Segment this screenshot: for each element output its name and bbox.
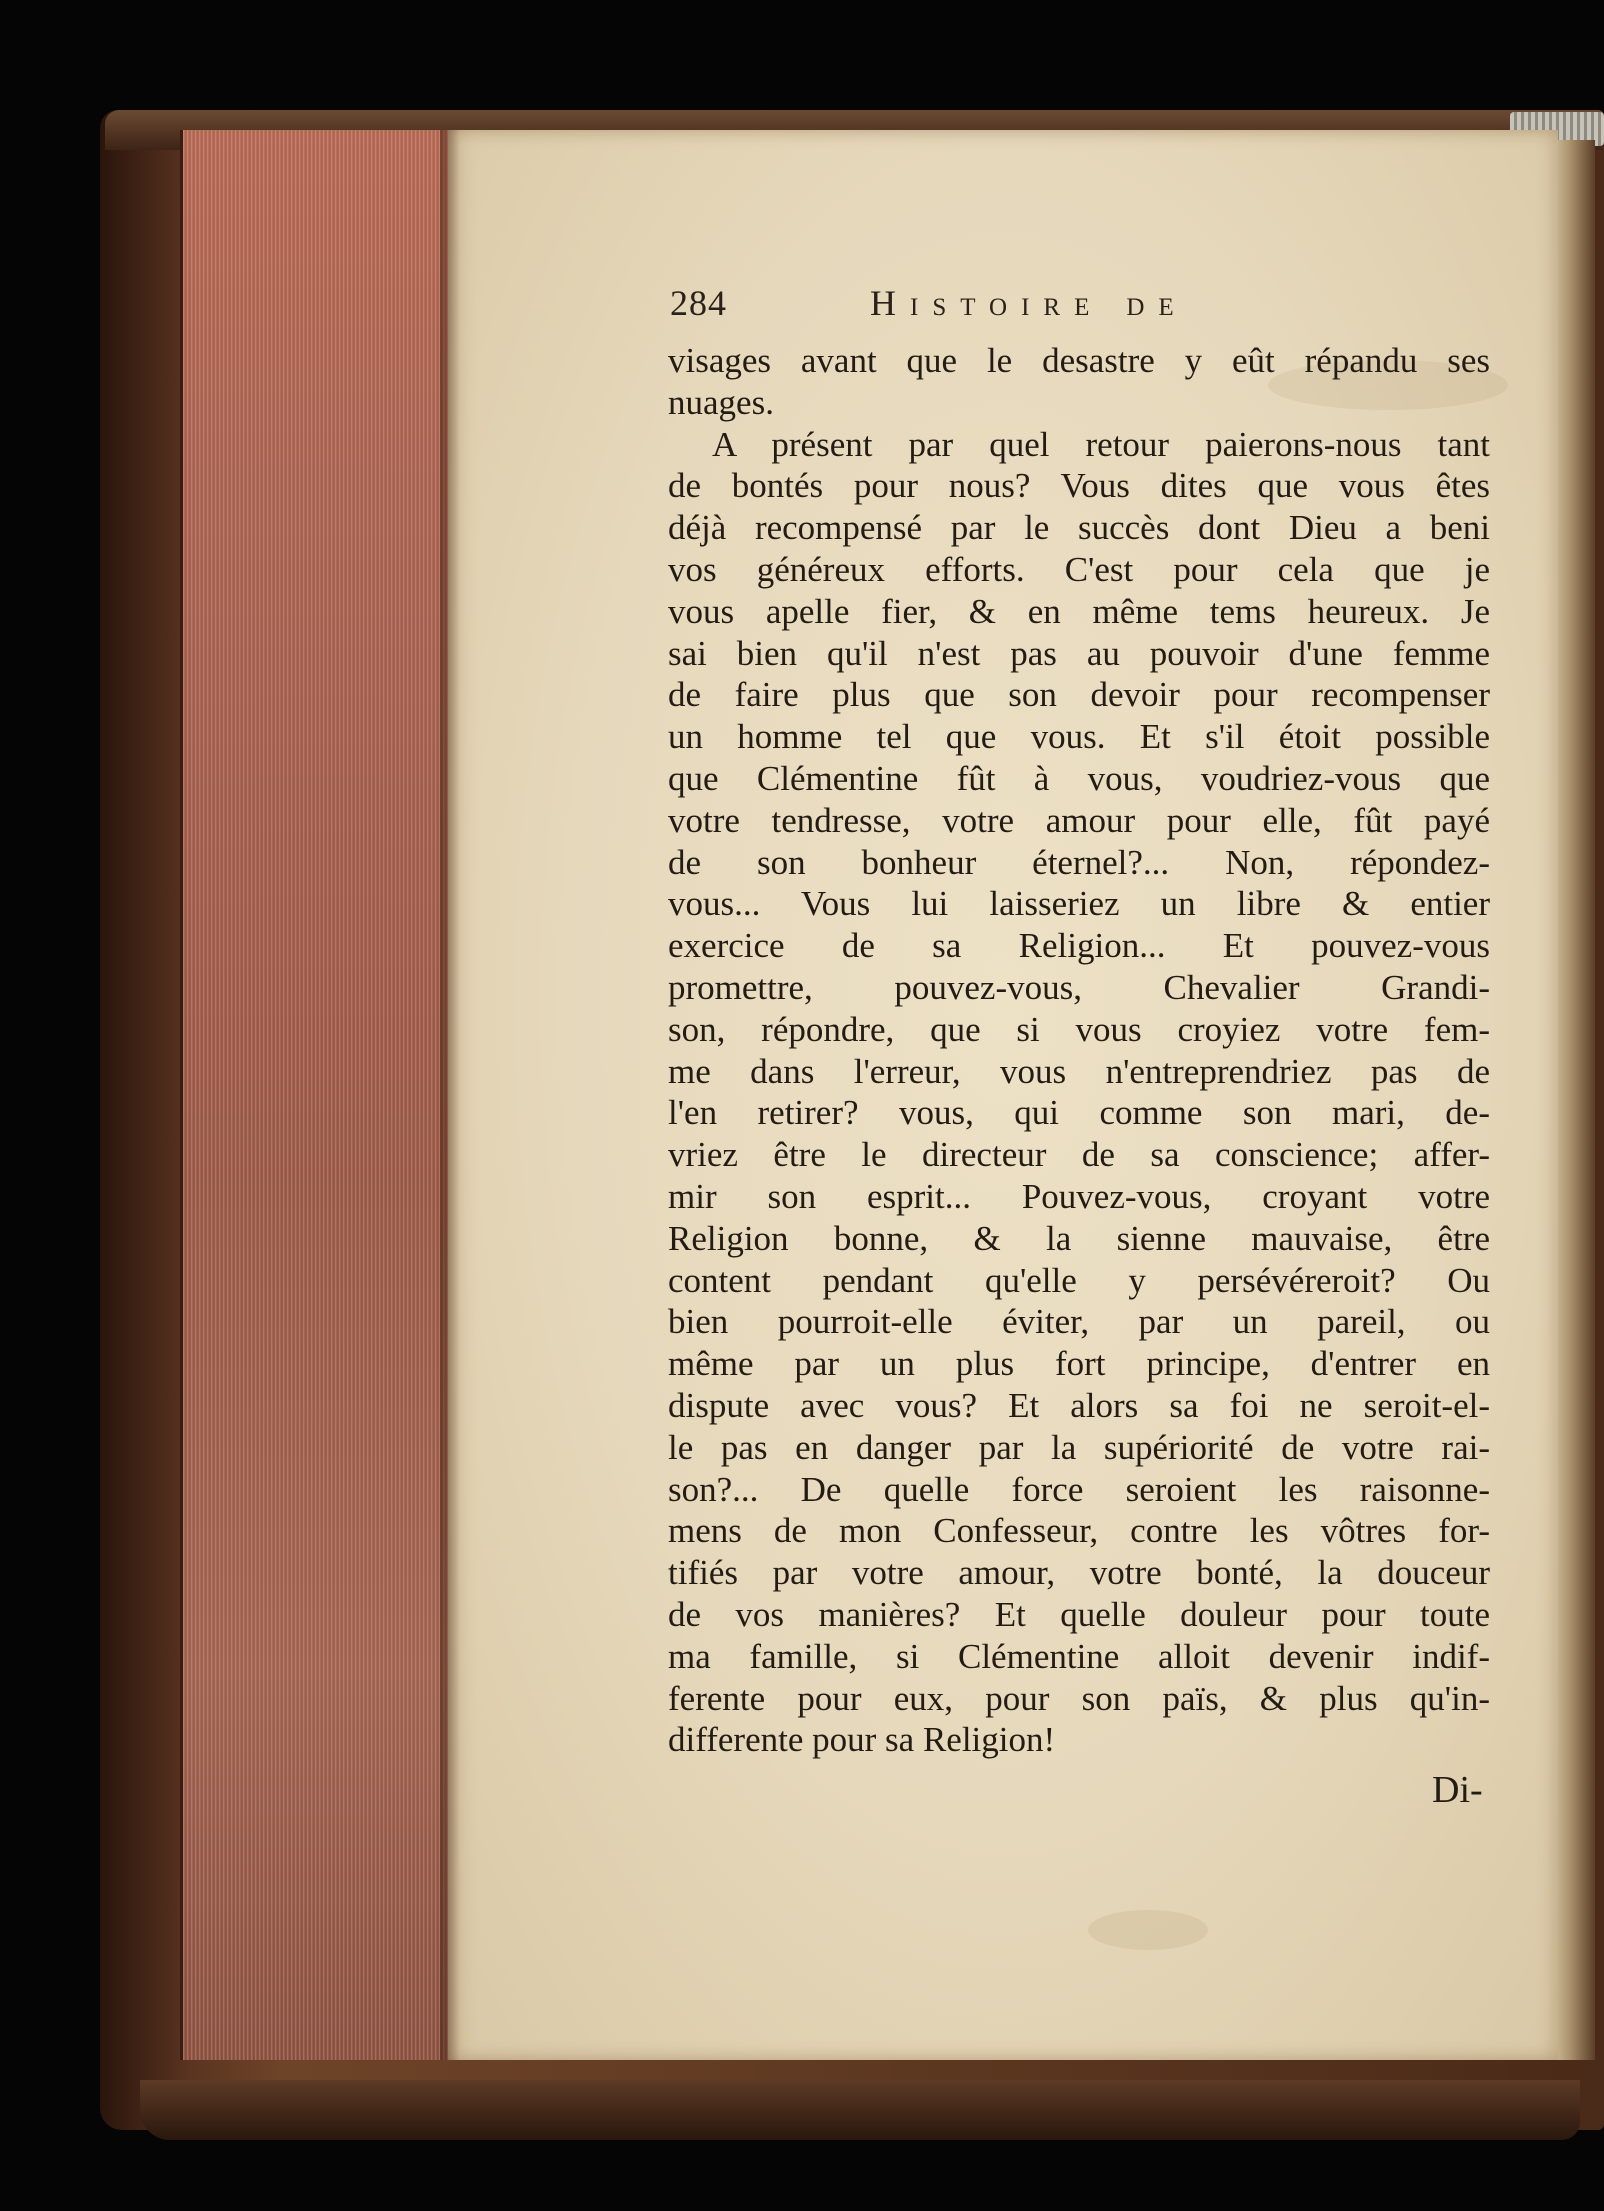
text-line: promettre, pouvez-vous, Chevalier Grandi- xyxy=(668,967,1490,1007)
text-line: son?... De quelle force seroient les raisonne- xyxy=(668,1469,1490,1509)
body-text xyxy=(668,340,1490,1761)
text-line: un homme tel que vous. Et s'il étoit possible xyxy=(668,717,1490,757)
text-line: le pas en danger par la supériorité de votre rai- xyxy=(668,1427,1490,1467)
text-line: sai bien qu'il n'est pas au pouvoir d'une femme xyxy=(668,633,1490,673)
text-line: que Clémentine fût à vous, voudriez-vous que xyxy=(668,758,1490,798)
text-line: dispute avec vous? Et alors sa foi ne seroit-el- xyxy=(668,1385,1490,1425)
text-line: A présent par quel retour paierons-nous tant xyxy=(712,424,1490,464)
text-line: vos généreux efforts. C'est pour cela que je xyxy=(668,549,1490,589)
text-line: de bontés pour nous? Vous dites que vous êtes xyxy=(668,466,1490,506)
text-line: vous apelle fier, & en même tems heureux. Je xyxy=(668,591,1490,631)
page-stack-edges xyxy=(180,130,453,2060)
running-head xyxy=(670,282,1490,332)
text-line: mens de mon Confesseur, contre les vôtres for- xyxy=(668,1511,1490,1551)
text-line: déjà recompensé par le succès dont Dieu a beni xyxy=(668,508,1490,548)
text-line: vous... Vous lui laisseriez un libre & entier xyxy=(668,884,1490,924)
text-line: de son bonheur éternel?... Non, répondez- xyxy=(668,842,1490,882)
running-title: Histoire de xyxy=(870,283,1188,323)
page-stain xyxy=(1088,1910,1208,1950)
page-number: 284 xyxy=(670,283,727,323)
text-line: Religion bonne, & la sienne mauvaise, être xyxy=(668,1218,1490,1258)
gutter-shadow xyxy=(440,130,460,2060)
text-line: de faire plus que son devoir pour recompenser xyxy=(668,675,1490,715)
text-line: me dans l'erreur, vous n'entreprendriez pas de xyxy=(668,1051,1490,1091)
catchword: Di- xyxy=(1432,1769,1483,1811)
text-line: bien pourroit-elle éviter, par un pareil, ou xyxy=(668,1302,1490,1342)
text-line: de vos manières? Et quelle douleur pour toute xyxy=(668,1594,1490,1634)
text-line: l'en retirer? vous, qui comme son mari, de- xyxy=(668,1093,1490,1133)
text-line: ma famille, si Clémentine alloit devenir indif- xyxy=(668,1636,1490,1676)
text-line: content pendant qu'elle y persévéreroit? Ou xyxy=(668,1260,1490,1300)
text-line: même par un plus fort principe, d'entrer en xyxy=(668,1344,1490,1384)
text-line: vriez être le directeur de sa conscience; affer- xyxy=(668,1135,1490,1175)
text-line: votre tendresse, votre amour pour elle, fût payé xyxy=(668,800,1490,840)
text-line: exercice de sa Religion... Et pouvez-vous xyxy=(668,926,1490,966)
text-line: mir son esprit... Pouvez-vous, croyant votre xyxy=(668,1176,1490,1216)
text-line: tifiés par votre amour, votre bonté, la douceur xyxy=(668,1553,1490,1593)
text-line: differente pour sa Religion! xyxy=(668,1720,1056,1760)
text-line: son, répondre, que si vous croyiez votre fem- xyxy=(668,1009,1490,1049)
text-line: nuages. xyxy=(668,382,774,422)
text-line: visages avant que le desastre y eût répandu ses xyxy=(668,341,1490,380)
facing-page-edge xyxy=(1555,140,1595,2060)
text-line: ferente pour eux, pour son païs, & plus qu'in- xyxy=(668,1678,1490,1718)
cover-bottom-edge xyxy=(140,2080,1580,2140)
